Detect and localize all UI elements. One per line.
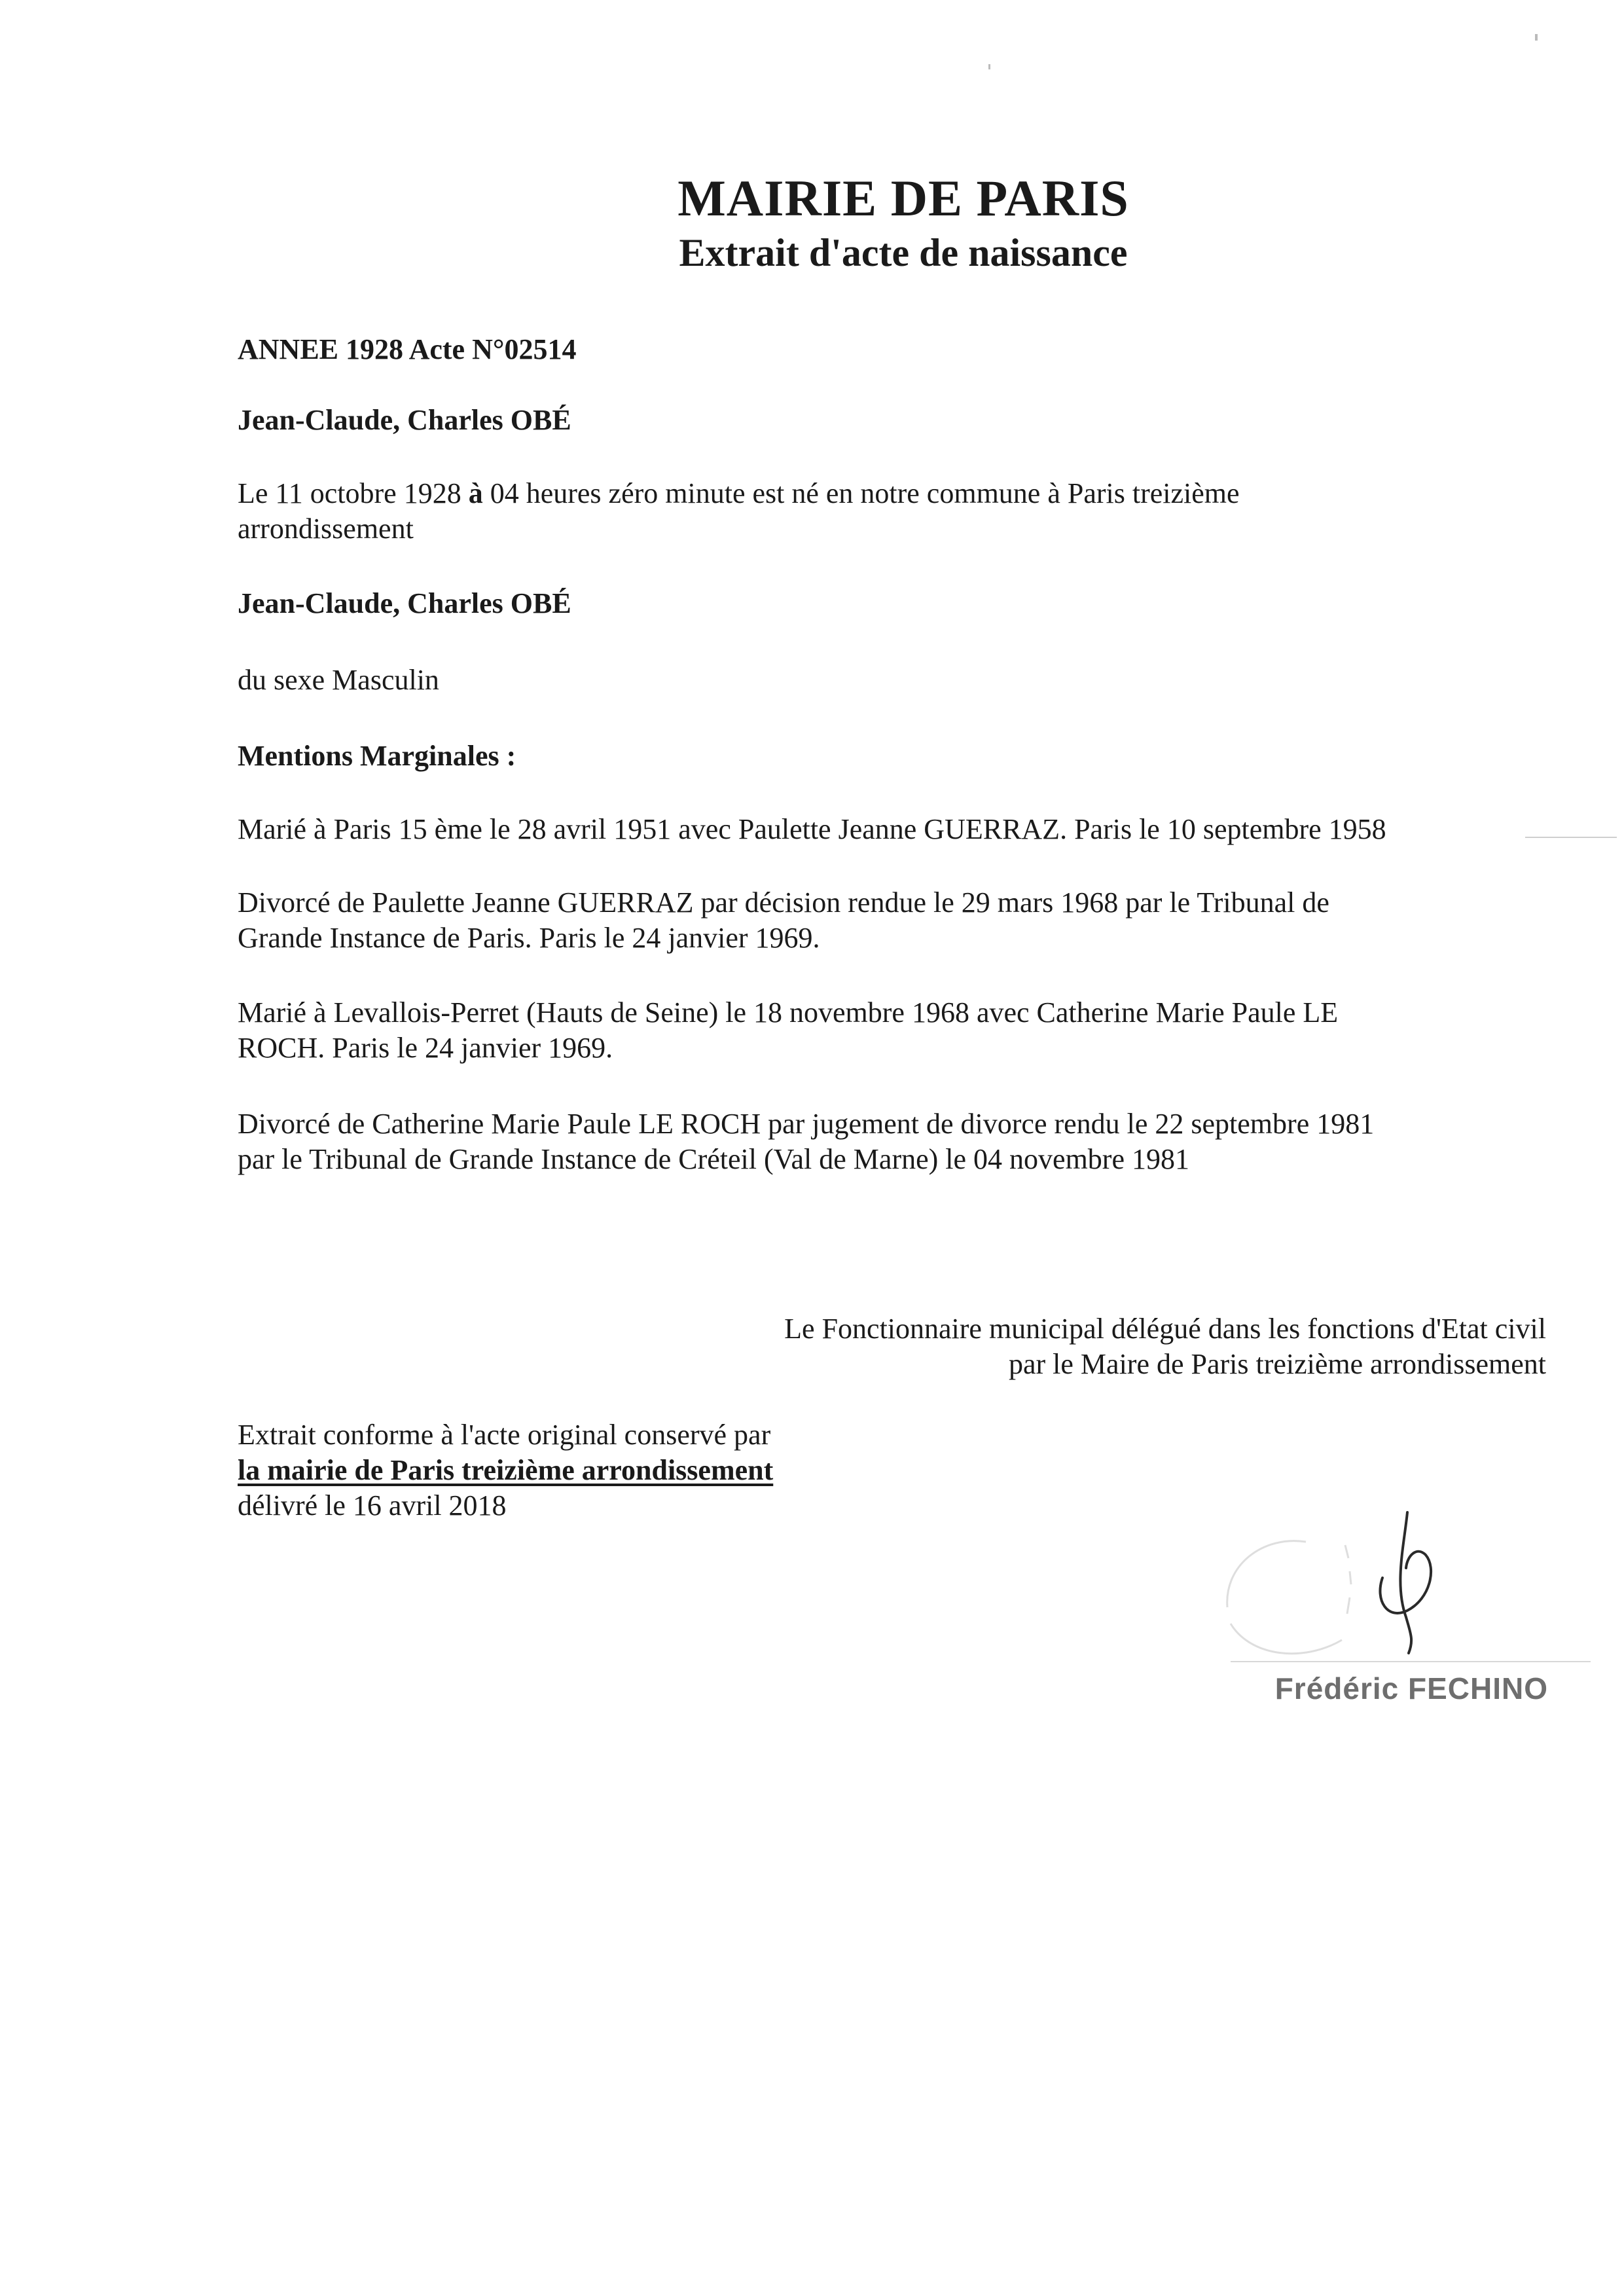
mention-divorce-1	[238, 885, 1547, 956]
signatory-block	[589, 1311, 1546, 1382]
birth-statement-line-2: arrondissement	[238, 513, 414, 545]
birth-line-1-bold: à	[468, 477, 483, 509]
mention-line: Marié à Paris 15 ème le 28 avril 1951 avec Paulette Jeanne GUERRAZ. Paris le 10 septembre 1958	[238, 813, 1386, 845]
mention-line: Divorcé de Catherine Marie Paule LE ROCH par jugement de divorce rendu le 22 septembre 1981	[238, 1108, 1375, 1140]
certification-block	[238, 1417, 1023, 1523]
mention-line: Marié à Levallois-Perret (Hauts de Seine) le 18 novembre 1968 avec Catherine Marie Paule LE	[238, 996, 1339, 1029]
certification-line-2: la mairie de Paris treizième arrondissement	[238, 1454, 774, 1486]
scan-artifact-dot	[988, 64, 990, 69]
signatory-line-2: par le Maire de Paris treizième arrondissement	[1008, 1348, 1546, 1380]
birth-line-1-post: 04 heures zéro minute est né en notre commune à Paris treizième	[482, 477, 1240, 509]
signer-name: Frédéric FECHINO	[1274, 1671, 1548, 1705]
scan-artifact-dot	[1535, 34, 1538, 41]
mention-line: par le Tribunal de Grande Instance de Créteil (Val de Marne) le 04 novembre 1981	[238, 1143, 1189, 1175]
mention-line: Grande Instance de Paris. Paris le 24 janvier 1969.	[238, 922, 820, 954]
scan-artifact-line	[1525, 837, 1617, 838]
signatory-line-1: Le Fonctionnaire municipal délégué dans les fonctions d'Etat civil	[784, 1313, 1546, 1345]
birth-statement-line-1	[238, 476, 1547, 511]
certification-line-3: délivré le 16 avril 2018	[238, 1489, 507, 1522]
faint-seal-icon	[1227, 1541, 1351, 1654]
mentions-heading: Mentions Marginales :	[238, 740, 516, 772]
document-heading	[641, 169, 1165, 278]
sex-statement: du sexe Masculin	[238, 664, 439, 696]
certification-line-1: Extrait conforme à l'acte original conservé par	[238, 1419, 771, 1451]
mention-marriage-1	[238, 812, 1547, 847]
page-subtitle: Extrait d'acte de naissance	[679, 231, 1128, 274]
mention-line: Divorcé de Paulette Jeanne GUERRAZ par décision rendue le 29 mars 1968 par le Tribunal de	[238, 886, 1329, 919]
signature-stamp-graphic	[1178, 1486, 1506, 1683]
birth-statement	[238, 476, 1547, 547]
page-title: MAIRIE DE PARIS	[677, 170, 1129, 227]
birth-line-1-pre: Le 11 octobre 1928	[238, 477, 469, 509]
mention-marriage-2	[238, 995, 1547, 1066]
person-name-repeat: Jean-Claude, Charles OBÉ	[238, 587, 571, 619]
person-name: Jean-Claude, Charles OBÉ	[238, 404, 571, 436]
mention-line: ROCH. Paris le 24 janvier 1969.	[238, 1032, 613, 1064]
scan-artifact-line	[1231, 1661, 1591, 1662]
act-year-number: ANNEE 1928 Acte N°02514	[238, 333, 577, 365]
handwritten-signature-icon	[1380, 1512, 1431, 1653]
mention-divorce-2	[238, 1106, 1547, 1177]
